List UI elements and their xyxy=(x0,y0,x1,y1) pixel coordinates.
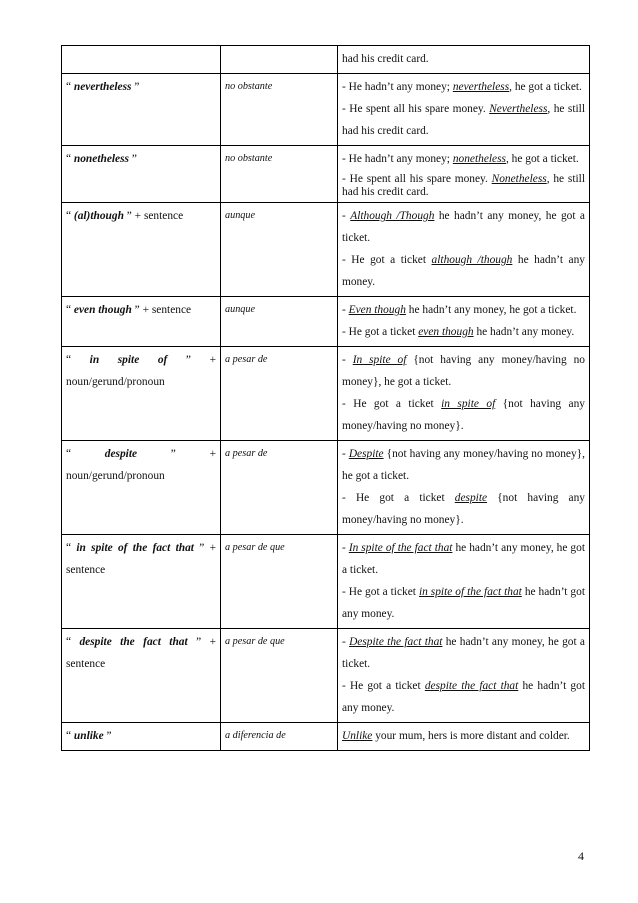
expression-suffix: ” + noun/gerund/pronoun xyxy=(66,354,216,388)
highlighted-connector: even though xyxy=(418,326,474,338)
expression-suffix: ” xyxy=(131,81,140,93)
example-text: he hadn’t any money, he got a ticket. xyxy=(405,304,577,316)
expression-keyword: unlike xyxy=(73,730,104,742)
examples-cell xyxy=(338,347,590,441)
expression-suffix: ” + sentence xyxy=(66,542,216,576)
table-row xyxy=(62,146,590,203)
highlighted-connector: Despite the fact that xyxy=(349,636,443,648)
expression-suffix: ” + sentence xyxy=(131,304,192,316)
expression-suffix: ” xyxy=(103,730,112,742)
examples-cell xyxy=(338,629,590,723)
example-text: - He got a ticket xyxy=(342,492,455,504)
highlighted-connector: nonetheless xyxy=(452,153,506,165)
highlighted-connector: Unlike xyxy=(342,730,373,742)
example-text: - xyxy=(342,448,349,460)
highlighted-connector: in spite of xyxy=(441,398,496,410)
quote-open: “ xyxy=(66,448,105,460)
expression-keyword: in spite of the fact that xyxy=(76,542,194,554)
example-text: {not having any money/having no money}, he got a ticket. xyxy=(342,448,585,482)
quote-open: “ xyxy=(66,153,74,165)
example-text: , he got a ticket. xyxy=(505,153,579,165)
examples-cell xyxy=(338,74,590,146)
table-row xyxy=(62,297,590,347)
quote-open: “ xyxy=(66,304,74,316)
highlighted-connector: Nonetheless xyxy=(491,173,547,185)
example-text: he hadn’t any money, he got a ticket. xyxy=(342,210,585,244)
quote-open: “ xyxy=(66,210,74,222)
example-text: - He got a ticket xyxy=(342,586,419,598)
example-text: {not having any money/having no money}. xyxy=(342,492,585,526)
expression-keyword: nonetheless xyxy=(73,153,129,165)
expression-suffix: ” + sentence xyxy=(123,210,184,222)
table-row xyxy=(62,203,590,297)
examples-cell xyxy=(338,146,590,203)
example-sentence xyxy=(342,249,585,293)
expression-cell xyxy=(62,347,221,441)
translation-cell xyxy=(221,46,338,74)
example-text: he hadn’t any money, he got a ticket. xyxy=(342,636,585,670)
translation-cell: no obstante xyxy=(221,146,338,203)
highlighted-connector: Even though xyxy=(348,304,406,316)
example-text: - He spent all his spare money. xyxy=(342,103,490,115)
examples-cell xyxy=(338,723,590,751)
expression-suffix: ” + sentence xyxy=(66,636,216,670)
example-text: - He spent all his spare money. xyxy=(342,173,492,185)
example-sentence xyxy=(342,98,585,142)
example-sentence xyxy=(342,675,585,719)
expression-cell xyxy=(62,723,221,751)
translation-cell: a pesar de que xyxy=(221,629,338,723)
examples-cell xyxy=(338,535,590,629)
page-number: 4 xyxy=(578,849,584,863)
example-text: - xyxy=(342,210,351,222)
quote-open: “ xyxy=(66,354,90,366)
quote-open: “ xyxy=(66,542,77,554)
highlighted-connector: Nevertheless xyxy=(489,103,548,115)
highlighted-connector: In spite of xyxy=(352,354,407,366)
example-text: he hadn’t any money. xyxy=(473,326,575,338)
table-row xyxy=(62,74,590,146)
translation-cell: a pesar de que xyxy=(221,535,338,629)
example-text: your mum, hers is more distant and colder. xyxy=(372,730,570,742)
connectors-table xyxy=(61,45,590,751)
example-text: - xyxy=(342,304,349,316)
highlighted-connector: In spite of the fact that xyxy=(348,542,453,554)
table-row xyxy=(62,535,590,629)
example-sentence xyxy=(342,205,585,249)
examples-cell xyxy=(338,441,590,535)
example-text: he hadn’t any money. xyxy=(342,254,585,288)
expression-cell xyxy=(62,146,221,203)
example-sentence xyxy=(342,725,585,747)
table-row xyxy=(62,347,590,441)
highlighted-connector: despite the fact that xyxy=(424,680,519,692)
example-text: {not having any money/having no money}, he got a ticket. xyxy=(342,354,585,388)
quote-open: “ xyxy=(66,81,74,93)
example-sentence xyxy=(342,537,585,581)
expression-cell xyxy=(62,203,221,297)
expression-keyword: (al)though xyxy=(73,210,124,222)
expression-cell xyxy=(62,535,221,629)
example-text: , he got a ticket. xyxy=(509,81,582,93)
expression-cell xyxy=(62,629,221,723)
expression-cell xyxy=(62,74,221,146)
quote-open: “ xyxy=(66,636,80,648)
example-text: he hadn’t any money, he got a ticket. xyxy=(342,542,585,576)
expression-keyword: despite xyxy=(104,448,138,460)
example-text: - He hadn’t any money; xyxy=(342,81,453,93)
example-text: - He got a ticket xyxy=(342,398,442,410)
example-text: , he still had his credit card. xyxy=(342,103,586,137)
example-sentence xyxy=(342,299,585,321)
quote-open: “ xyxy=(66,730,74,742)
example-text: {not having any money/having no money}. xyxy=(342,398,585,432)
example-text: - xyxy=(342,636,350,648)
example-text: , he still had his credit card. xyxy=(342,173,586,198)
translation-cell: a diferencia de xyxy=(221,723,338,751)
example-sentence xyxy=(342,443,585,487)
table-row xyxy=(62,46,590,74)
example-sentence: had his credit card. xyxy=(342,53,429,65)
expression-suffix: ” + noun/gerund/pronoun xyxy=(66,448,216,482)
highlighted-connector: Despite xyxy=(348,448,384,460)
translation-cell: aunque xyxy=(221,297,338,347)
example-sentence xyxy=(342,349,585,393)
example-text: - He got a ticket xyxy=(342,680,425,692)
example-text: he hadn’t got any money. xyxy=(342,680,585,714)
example-text: he hadn’t got any money. xyxy=(342,586,585,620)
example-text: - He got a ticket xyxy=(342,326,419,338)
expression-cell xyxy=(62,441,221,535)
example-sentence xyxy=(342,393,585,437)
table-row xyxy=(62,629,590,723)
examples-cell xyxy=(338,203,590,297)
expression-keyword: nevertheless xyxy=(73,81,132,93)
translation-cell: a pesar de xyxy=(221,441,338,535)
example-text: - xyxy=(342,542,349,554)
expression-cell xyxy=(62,297,221,347)
expression-keyword: even though xyxy=(73,304,132,316)
example-sentence xyxy=(342,321,585,343)
example-sentence xyxy=(342,581,585,625)
example-text: - xyxy=(342,354,353,366)
table-row xyxy=(62,441,590,535)
translation-cell: aunque xyxy=(221,203,338,297)
example-sentence xyxy=(342,487,585,531)
translation-cell: no obstante xyxy=(221,74,338,146)
highlighted-connector: in spite of the fact that xyxy=(418,586,522,598)
example-sentence xyxy=(342,76,585,98)
highlighted-connector: nevertheless xyxy=(452,81,510,93)
expression-keyword: despite the fact that xyxy=(79,636,188,648)
highlighted-connector: Although /Though xyxy=(350,210,435,222)
example-text: - He got a ticket xyxy=(342,254,432,266)
translation-cell: a pesar de xyxy=(221,347,338,441)
table-row xyxy=(62,723,590,751)
example-sentence xyxy=(342,631,585,675)
examples-cell xyxy=(338,46,590,74)
expression-keyword: in spite of xyxy=(89,354,168,366)
example-sentence xyxy=(342,170,585,199)
example-sentence xyxy=(342,148,585,170)
expression-suffix: ” xyxy=(128,153,137,165)
example-text: - He hadn’t any money; xyxy=(342,153,453,165)
examples-cell xyxy=(338,297,590,347)
highlighted-connector: although /though xyxy=(431,254,513,266)
expression-cell xyxy=(62,46,221,74)
highlighted-connector: despite xyxy=(454,492,488,504)
